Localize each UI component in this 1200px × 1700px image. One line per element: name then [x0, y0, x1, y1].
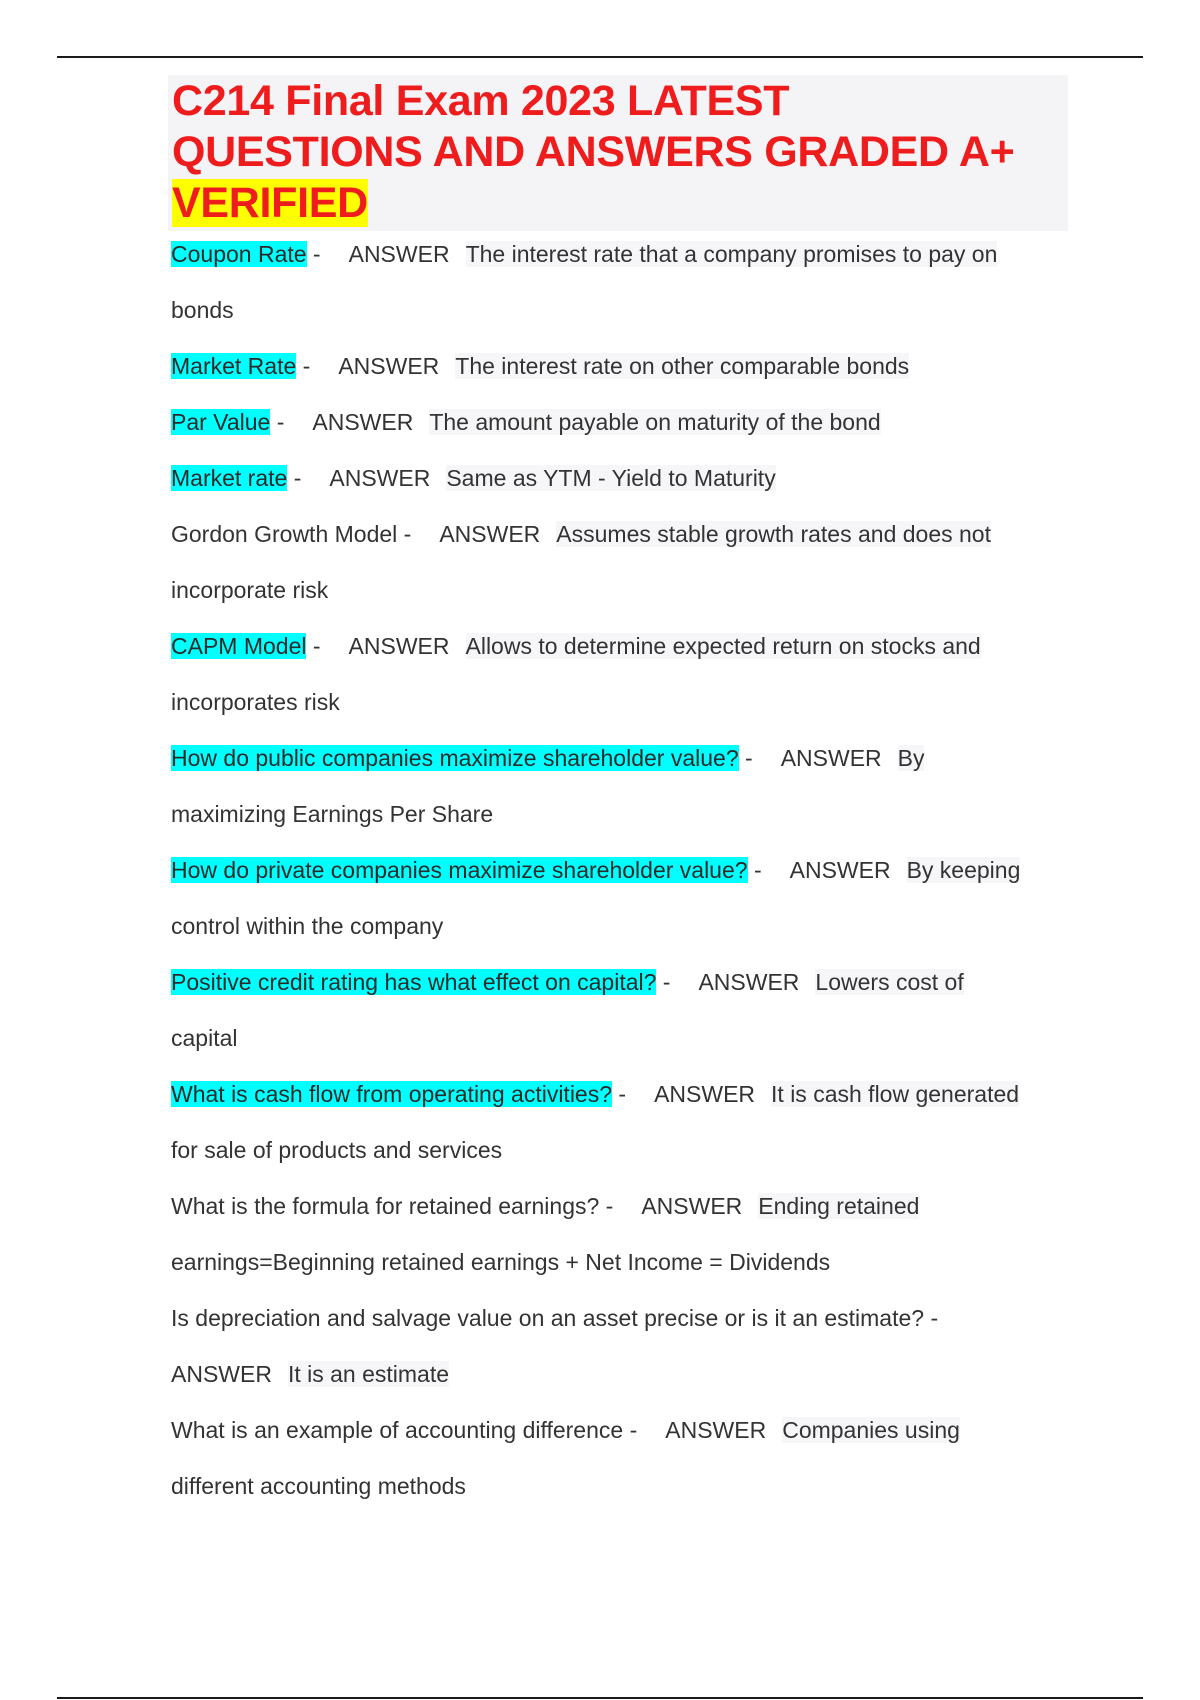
question-text: How do private companies maximize shareholder value? [171, 857, 748, 883]
answer-text: Same as YTM - Yield to Maturity [446, 465, 776, 491]
answer-text: The amount payable on maturity of the bond [429, 409, 881, 435]
qa-separator: - [287, 465, 302, 491]
answer-label: ANSWER [780, 745, 882, 771]
qa-item [171, 450, 1071, 506]
answer-label: ANSWER [654, 1081, 756, 1107]
qa-separator: - [270, 409, 285, 435]
answer-label: ANSWER [439, 521, 541, 547]
question-text: Par Value [171, 409, 271, 435]
answer-text: By [897, 745, 925, 771]
answer-text: The interest rate that a company promises to pay on [465, 241, 998, 267]
qa-item [171, 506, 1071, 618]
qa-separator: - [599, 1193, 614, 1219]
answer-text-continued: bonds [171, 297, 234, 323]
qa-separator: - [296, 353, 311, 379]
qa-item [171, 730, 1071, 842]
question-text: How do public companies maximize shareholder value? [171, 745, 739, 771]
answer-label: ANSWER [348, 241, 450, 267]
question-text: Gordon Growth Model [171, 521, 398, 547]
answer-text: It is cash flow generated [771, 1081, 1020, 1107]
question-text: Positive credit rating has what effect on capital? [171, 969, 657, 995]
qa-item [171, 842, 1071, 954]
question-text: What is an example of accounting difference [171, 1417, 624, 1443]
question-text: Is depreciation and salvage value on an asset precise or is it an estimate? [171, 1305, 925, 1331]
answer-label: ANSWER [338, 353, 440, 379]
answer-text-continued: earnings=Beginning retained earnings + Net Income = Dividends [171, 1249, 831, 1275]
answer-text: Allows to determine expected return on stocks and [465, 633, 981, 659]
qa-separator: - [397, 521, 412, 547]
answer-text-continued: incorporate risk [171, 577, 329, 603]
answer-text-continued: capital [171, 1025, 238, 1051]
answer-text: The interest rate on other comparable bonds [455, 353, 910, 379]
question-text: What is the formula for retained earnings? [171, 1193, 600, 1219]
qa-item [171, 394, 1071, 450]
qa-item [171, 618, 1071, 730]
answer-text: Lowers cost of [815, 969, 964, 995]
top-rule [57, 56, 1143, 58]
title-line-3-verified: VERIFIED [172, 179, 368, 227]
bottom-rule [57, 1697, 1143, 1699]
answer-label: ANSWER [171, 1361, 272, 1387]
qa-separator: - [924, 1305, 939, 1331]
answer-text-continued: for sale of products and services [171, 1137, 503, 1163]
answer-text-continued: maximizing Earnings Per Share [171, 801, 494, 827]
answer-text-continued: incorporates risk [171, 689, 340, 715]
question-text: Market Rate [171, 353, 297, 379]
answer-line [171, 1346, 1071, 1402]
answer-label: ANSWER [312, 409, 414, 435]
answer-text-continued: control within the company [171, 913, 444, 939]
title-line-2: QUESTIONS AND ANSWERS GRADED A+ [172, 128, 1015, 176]
qa-item [171, 954, 1071, 1066]
answer-text: Ending retained [758, 1193, 920, 1219]
answer-text-continued: different accounting methods [171, 1473, 466, 1499]
answer-label: ANSWER [348, 633, 450, 659]
qa-separator: - [612, 1081, 627, 1107]
question-text: What is cash flow from operating activities? [171, 1081, 613, 1107]
qa-list [171, 226, 1071, 1514]
answer-label: ANSWER [665, 1417, 767, 1443]
answer-text: It is an estimate [287, 1361, 450, 1387]
document-title [172, 76, 1072, 229]
question-text: Market rate [171, 465, 288, 491]
qa-separator: - [747, 857, 762, 883]
qa-item [171, 1178, 1071, 1290]
qa-item [171, 338, 1071, 394]
title-line-1: C214 Final Exam 2023 LATEST [172, 77, 790, 125]
answer-label: ANSWER [329, 465, 431, 491]
qa-separator: - [306, 241, 321, 267]
answer-text: Assumes stable growth rates and does not [556, 521, 991, 547]
qa-separator: - [306, 633, 321, 659]
answer-label: ANSWER [641, 1193, 743, 1219]
qa-item [171, 1402, 1071, 1514]
qa-separator: - [656, 969, 671, 995]
answer-text: Companies using [782, 1417, 960, 1443]
answer-label: ANSWER [789, 857, 891, 883]
qa-item [171, 1290, 1071, 1402]
qa-item [171, 226, 1071, 338]
answer-text: By keeping [906, 857, 1021, 883]
answer-label: ANSWER [698, 969, 800, 995]
question-text: Coupon Rate [171, 241, 307, 267]
qa-separator: - [738, 745, 753, 771]
question-text: CAPM Model [171, 633, 307, 659]
qa-item [171, 1066, 1071, 1178]
qa-separator: - [623, 1417, 638, 1443]
